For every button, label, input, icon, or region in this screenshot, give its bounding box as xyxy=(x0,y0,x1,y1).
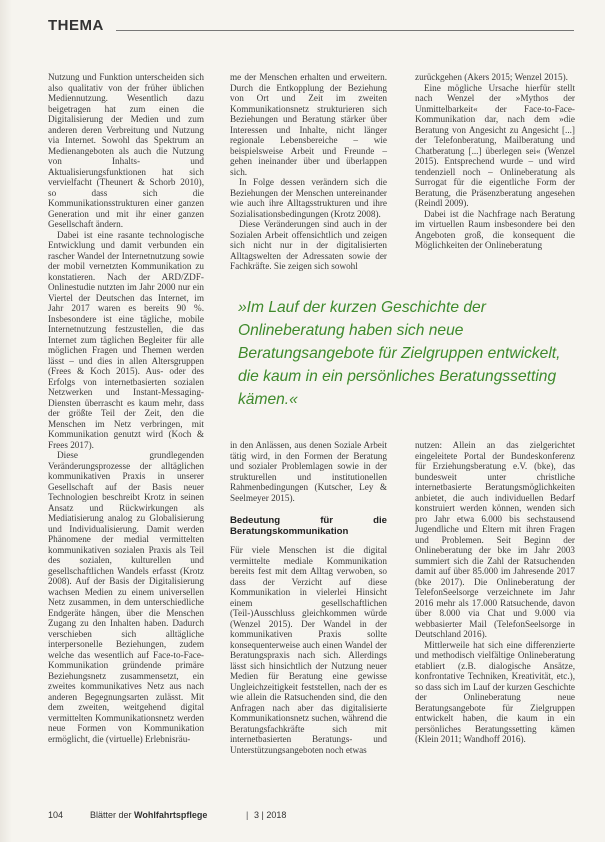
journal-name-bold: Wohlfahrtspflege xyxy=(134,810,208,820)
section-title: THEMA xyxy=(48,17,104,34)
header-rule xyxy=(116,30,574,31)
paragraph: zurückgehen (Akers 2015; Wenzel 2015). xyxy=(415,72,568,82)
paragraph: Diese Veränderungen sind auch in der Sozialen Arbeit offensichtlich und zeigen sich nicht nur in der digitalisierten Alltagswelten der Adressaten sowie der Fachkräfte. Sie zeigen sich sowohl xyxy=(230,219,387,271)
paragraph: Eine mögliche Ursache hierfür stellt nach Wenzel der »Mythos der Unmittelbarkeit« der Face-to-Face-Kommunikation dar, nach dem »die Beratung von Angesicht zu Angesicht [...] der Telefonberatung, Mailberatung und Chatberatung [...] überlegen sei« (Wenzel 2015). Entsprechend wurde – und wird tendenziell noch – Onlineberatung als Surrogat für die eigentliche Form der Beratung, die Präsenzberatung angesehen (Reindl 2009). xyxy=(415,82,575,208)
text-column-3-lower xyxy=(415,440,575,745)
issue-label: 3 | 2018 xyxy=(254,810,287,820)
paragraph: Für viele Menschen ist die digital vermittelte mediale Kommunikation bereits fest mit dem Alltag verwoben, so dass der Verzicht auf diese Kommunikation in vielerlei Hinsicht einem gesellschaftlichen (Teil-)Ausschluss gleichkommen würde (Wenzel 2015). Der Wandel in der kommunikativen Praxis sollte konsequenterweise auch einen Wandel der Beratungspraxis nach sich. Allerdings lässt sich hinsichtlich der Nutzung neuer Medien für Beratung eine gewisse Ungleichzeitigkeit feststellen, nach der es wie allein die Ratsuchenden sind, die den Anfragen nach aber das digitalisierte Kommunikationsnetz suchen, während die Beratungsfachkräfte sich mit internetbasierten Beratungs- und Unterstützungsangeboten noch etwas xyxy=(230,545,387,755)
pull-quote: »Im Lauf der kurzen Geschichte der Onlineberatung haben sich neue Beratungsangebote für Zielgruppen entwickelt, die kaum in ein persönliches Beratungssetting kämen.« xyxy=(238,299,561,408)
text-column-1 xyxy=(48,72,204,744)
journal-name xyxy=(90,810,207,820)
paragraph: in den Anlässen, aus denen Soziale Arbeit tätig wird, in den Formen der Beratung und sozialer Problemlagen sowie in der strukturellen und institutionellen Rahmenbedingungen (Kutscher, Ley & Seelmeyer 2015). xyxy=(230,440,387,503)
journal-prefix: Blätter der xyxy=(90,810,135,820)
paragraph: Diese grundlegenden Veränderungsprozesse der alltäglichen kommunikativen Praxis in unserer Gesellschaft auf der Basis neuer Technologien beschreibt Krotz in seinen Ansatz und Rückwirkungen als Mediatisierung analog zu Globalisierung und Individualisierung. Damit werden Phänomene der medial vermittelten kommunikativen sozialen Praxis als Teil des sozialen, kulturellen und gesellschaftlichen Wandels erfasst (Krotz 2008). Auf der Basis der Digitalisierung wachsen Medien zu einem universellen Netz zusammen, in dem unterschiedliche Endgeräte hängen, über die Menschen Zugang zu den Inhalten haben. Dadurch verschieben sich alltägliche interpersonelle Beziehungen, zudem welche das wesentlich auf Face-to-Face-Kommunikation gründende primäre Beziehungsnetz zusammensetzt, ein zweites kommunikatives Netz aus nach anderen Begegnungsarten zulässt. Mit dem zweiten, weitgehend digital vermittelten Kommunikationsnetz werden neue Formen von Kommunikation ermöglicht, die (virtuelle) Erlebnisräu- xyxy=(48,450,204,744)
text-column-2 xyxy=(230,72,387,272)
paragraph: Dabei ist eine rasante technologische Entwicklung und damit verbunden ein rascher Wandel der Internetnutzung sowie der mobil vernetzten Kommunikation zu konstatieren. Nach der ARD/ZDF-Onlinestudie nutzten im Jahr 2000 nur ein Viertel der Deutschen das Internet, im Jahr 2017 waren es bereits 90 %. Insbesondere ist eine tägliche, mobile Internetnutzung festzustellen, die das Internet zum täglichen Begleiter für alle möglichen Fragen und Themen werden lässt – und dies in allen Altersgruppen (Frees & Koch 2015). Aus- oder des Erfolgs von internetbasierten sozialen Netzwerken und Instant-Messaging-Diensten überrascht es kaum mehr, dass der größte Teil der Zeit, den die Menschen im Netz verbringen, mit Kommunikation genutzt wird (Koch & Frees 2017). xyxy=(48,229,204,450)
footer-separator: | xyxy=(246,810,249,820)
text-column-2-lower xyxy=(230,440,387,755)
page-number: 104 xyxy=(48,810,64,820)
paragraph: In Folge dessen verändern sich die Beziehungen der Menschen untereinander wie auch ihre Alltagsstrukturen und ihre Sozialisationsbedingungen (Krotz 2008). xyxy=(230,177,387,219)
paragraph: Mittlerweile hat sich eine differenzierte und methodisch vielfältige Onlineberatung etabliert (z.B. dialogische Ansätze, konfrontative Techniken, Kreativität, etc.), so dass sich im Lauf der kurzen Geschichte der Onlineberatung neue Beratungsangebote für Zielgruppen entwickelt haben, die kaum in ein persönliches Beratungssetting kämen (Klein 2011; Wandhoff 2016). xyxy=(415,639,575,744)
paragraph: me der Menschen erhalten und erweitern. Durch die Entkopplung der Beziehung von Ort und Zeit im zweiten Kommunikationsnetz strukturieren sich Beziehungen und Beratung stärker über Interessen und Inhalte, nicht länger regionale Lebensbereiche – wie beispielsweise Arbeit und Freunde – gehen ineinander über und überlappen sich. xyxy=(230,72,387,177)
page-footer xyxy=(48,810,575,822)
paragraph: nutzen: Allein an das zielgerichtet eingeleitete Portal der Bundeskonferenz für Erziehungsberatung e.V. (bke), das bundesweit unter christliche internetbasierte Beratungsmöglichkeiten anbietet, die auch individuellen Bedarf konstruiert werden können, wenden sich pro Jahr etwa 6.000 bis sechstausend Jugendliche und Eltern mit ihren Fragen und Problemen. Seit Beginn der Onlineberatung der bke im Jahr 2003 summiert sich die Zahl der Ratsuchenden damit auf über 85.000 im Jahresende 2017 (bke 2017). Die Onlineberatung der TelefonSeelsorge verzeichnete im Jahr 2016 mehr als 17.000 Ratsuchende, davon über 8.000 via Chat und 9.000 via webbasierter Mail (TelefonSeelsorge in Deutschland 2016). xyxy=(415,440,575,639)
text-column-3 xyxy=(415,72,575,251)
paragraph: Dabei ist die Nachfrage nach Beratung im virtuellen Raum insbesondere bei den Angeboten groß, die konsequent die Möglichkeiten der Onlineberatung xyxy=(415,208,575,250)
paragraph: Nutzung und Funktion unterscheiden sich also qualitativ von der früher üblichen Mediennutzung. Wesentlich dazu beigetragen hat zum einen die Digitalisierung der Medien und zum anderen deren Verbreitung und Nutzung via Internet. Sowohl das Spektrum an Medienangeboten als auch die Nutzung von Inhalts- und Aktualisierungsfunktionen hat sich vervielfacht (Theunert & Schorb 2010), so dass sich die Kommunikationsstrukturen einer ganzen Generation und mit ihr einer ganzen Gesellschaft ändern. xyxy=(48,72,204,229)
subheading: Bedeutung für die Beratungskommunikation xyxy=(230,515,387,537)
